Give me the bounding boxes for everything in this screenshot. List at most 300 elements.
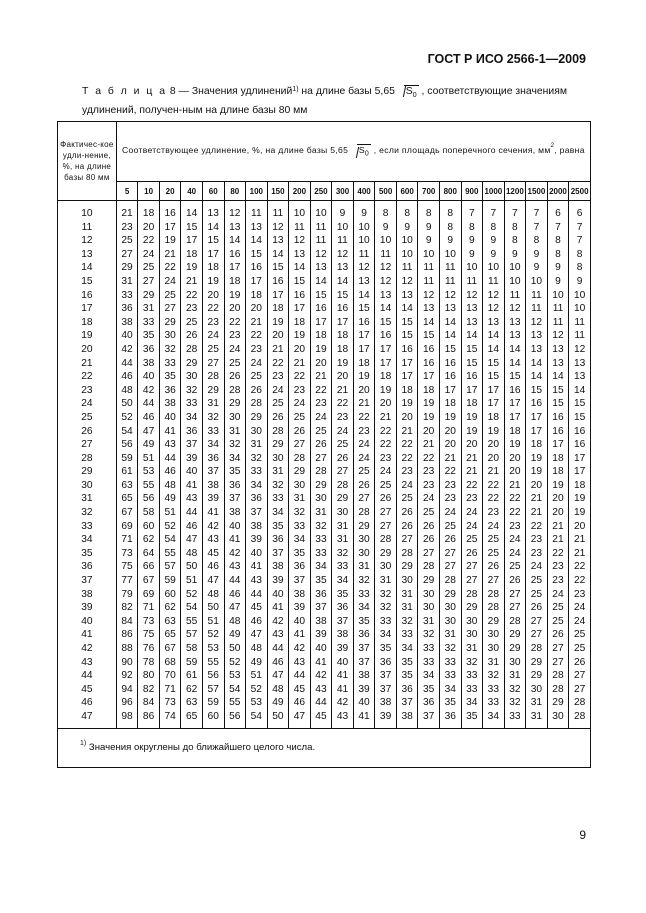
value-cell: 22 xyxy=(375,425,397,439)
value-cell: 14 xyxy=(181,201,203,221)
value-cell: 10 xyxy=(418,248,440,262)
value-cell: 19 xyxy=(159,234,181,248)
value-cell: 24 xyxy=(439,506,461,520)
value-cell: 26 xyxy=(569,656,591,670)
value-cell: 19 xyxy=(181,261,203,275)
value-cell: 35 xyxy=(375,642,397,656)
value-cell: 18 xyxy=(332,329,354,343)
value-cell: 25 xyxy=(181,316,203,330)
value-cell: 22 xyxy=(246,329,268,343)
value-cell: 25 xyxy=(483,533,505,547)
value-cell: 24 xyxy=(396,479,418,493)
value-cell: 7 xyxy=(461,201,483,221)
value-cell: 17 xyxy=(547,438,569,452)
actual-elongation-cell: 18 xyxy=(58,316,117,330)
value-cell: 25 xyxy=(224,357,246,371)
value-cell: 45 xyxy=(202,547,224,561)
value-cell: 31 xyxy=(202,397,224,411)
value-cell: 26 xyxy=(353,479,375,493)
value-cell: 71 xyxy=(159,683,181,697)
value-cell: 30 xyxy=(332,506,354,520)
value-cell: 29 xyxy=(310,479,332,493)
value-cell: 18 xyxy=(289,316,311,330)
value-cell: 20 xyxy=(224,302,246,316)
value-cell: 22 xyxy=(375,438,397,452)
value-cell: 9 xyxy=(526,248,548,262)
value-cell: 36 xyxy=(353,628,375,642)
value-cell: 27 xyxy=(439,547,461,561)
value-cell: 23 xyxy=(375,452,397,466)
value-cell: 11 xyxy=(439,261,461,275)
value-cell: 11 xyxy=(267,201,289,221)
value-cell: 98 xyxy=(116,710,138,728)
value-cell: 15 xyxy=(332,289,354,303)
value-cell: 26 xyxy=(439,533,461,547)
value-cell: 10 xyxy=(353,234,375,248)
value-cell: 37 xyxy=(396,696,418,710)
value-cell: 19 xyxy=(224,289,246,303)
value-cell: 43 xyxy=(332,710,354,728)
value-cell: 20 xyxy=(504,452,526,466)
value-cell: 36 xyxy=(289,560,311,574)
value-cell: 25 xyxy=(547,615,569,629)
value-cell: 32 xyxy=(310,520,332,534)
value-cell: 21 xyxy=(116,201,138,221)
value-cell: 24 xyxy=(375,465,397,479)
value-cell: 35 xyxy=(353,615,375,629)
value-cell: 34 xyxy=(418,669,440,683)
value-cell: 23 xyxy=(289,384,311,398)
value-cell: 39 xyxy=(181,452,203,466)
value-cell: 38 xyxy=(159,397,181,411)
value-cell: 37 xyxy=(310,601,332,615)
value-cell: 53 xyxy=(138,465,160,479)
value-cell: 32 xyxy=(332,547,354,561)
value-cell: 20 xyxy=(332,370,354,384)
caption-text-after: , соответствующие значениям удлинений, получен-ным на длине базы 80 мм xyxy=(82,86,567,117)
value-cell: 22 xyxy=(461,479,483,493)
value-cell: 14 xyxy=(267,248,289,262)
value-cell: 27 xyxy=(310,452,332,466)
value-cell: 33 xyxy=(418,656,440,670)
value-cell: 17 xyxy=(504,411,526,425)
value-cell: 44 xyxy=(116,357,138,371)
area-header-cell: 1500 xyxy=(526,182,548,201)
value-cell: 27 xyxy=(526,628,548,642)
value-cell: 7 xyxy=(526,221,548,235)
value-cell: 44 xyxy=(159,452,181,466)
value-cell: 6 xyxy=(547,201,569,221)
value-cell: 27 xyxy=(159,302,181,316)
value-cell: 35 xyxy=(138,329,160,343)
value-cell: 7 xyxy=(569,234,591,248)
value-cell: 15 xyxy=(396,329,418,343)
value-cell: 28 xyxy=(569,710,591,728)
value-cell: 18 xyxy=(202,261,224,275)
value-cell: 26 xyxy=(246,384,268,398)
value-cell: 15 xyxy=(547,397,569,411)
value-cell: 32 xyxy=(375,601,397,615)
value-cell: 13 xyxy=(526,343,548,357)
value-cell: 11 xyxy=(418,275,440,289)
value-cell: 26 xyxy=(181,329,203,343)
value-cell: 10 xyxy=(353,221,375,235)
value-cell: 28 xyxy=(461,588,483,602)
value-cell: 15 xyxy=(246,248,268,262)
value-cell: 40 xyxy=(267,588,289,602)
value-cell: 29 xyxy=(202,384,224,398)
value-cell: 30 xyxy=(267,452,289,466)
value-cell: 14 xyxy=(504,357,526,371)
table-row xyxy=(58,465,591,479)
value-cell: 27 xyxy=(375,506,397,520)
value-cell: 8 xyxy=(483,221,505,235)
value-cell: 20 xyxy=(547,506,569,520)
value-cell: 39 xyxy=(375,710,397,728)
value-cell: 35 xyxy=(396,669,418,683)
value-cell: 24 xyxy=(267,384,289,398)
value-cell: 26 xyxy=(547,628,569,642)
actual-elongation-cell: 46 xyxy=(58,696,117,710)
value-cell: 24 xyxy=(526,560,548,574)
title-radicand: S xyxy=(358,145,365,156)
table-row xyxy=(58,261,591,275)
value-cell: 23 xyxy=(526,533,548,547)
value-cell: 23 xyxy=(439,492,461,506)
value-cell: 23 xyxy=(569,588,591,602)
value-cell: 12 xyxy=(375,261,397,275)
value-cell: 16 xyxy=(569,425,591,439)
value-cell: 17 xyxy=(202,248,224,262)
value-cell: 44 xyxy=(246,588,268,602)
value-cell: 27 xyxy=(504,588,526,602)
value-cell: 43 xyxy=(181,492,203,506)
value-cell: 38 xyxy=(224,506,246,520)
value-cell: 49 xyxy=(159,492,181,506)
value-cell: 25 xyxy=(418,506,440,520)
value-cell: 17 xyxy=(353,329,375,343)
value-cell: 19 xyxy=(418,411,440,425)
value-cell: 42 xyxy=(224,547,246,561)
value-cell: 7 xyxy=(569,221,591,235)
value-cell: 41 xyxy=(181,479,203,493)
value-cell: 86 xyxy=(116,628,138,642)
value-cell: 33 xyxy=(310,533,332,547)
value-cell: 32 xyxy=(224,438,246,452)
value-cell: 30 xyxy=(289,479,311,493)
value-cell: 52 xyxy=(116,411,138,425)
table-row xyxy=(58,201,591,221)
value-cell: 28 xyxy=(181,343,203,357)
value-cell: 13 xyxy=(332,261,354,275)
value-cell: 35 xyxy=(267,520,289,534)
value-cell: 15 xyxy=(289,275,311,289)
value-cell: 21 xyxy=(353,397,375,411)
value-cell: 41 xyxy=(353,710,375,728)
actual-elongation-cell: 14 xyxy=(58,261,117,275)
value-cell: 45 xyxy=(310,710,332,728)
value-cell: 36 xyxy=(159,384,181,398)
value-cell: 33 xyxy=(461,683,483,697)
value-cell: 11 xyxy=(246,201,268,221)
value-cell: 59 xyxy=(202,696,224,710)
value-cell: 31 xyxy=(332,520,354,534)
value-cell: 17 xyxy=(332,316,354,330)
table-row xyxy=(58,628,591,642)
value-cell: 18 xyxy=(375,370,397,384)
value-cell: 13 xyxy=(202,201,224,221)
value-cell: 34 xyxy=(181,411,203,425)
value-cell: 54 xyxy=(181,601,203,615)
value-cell: 24 xyxy=(289,397,311,411)
value-cell: 14 xyxy=(375,302,397,316)
value-cell: 17 xyxy=(526,411,548,425)
value-cell: 40 xyxy=(310,642,332,656)
value-cell: 16 xyxy=(504,384,526,398)
actual-elongation-cell: 31 xyxy=(58,492,117,506)
value-cell: 20 xyxy=(396,411,418,425)
value-cell: 32 xyxy=(267,479,289,493)
value-cell: 7 xyxy=(483,201,505,221)
value-cell: 57 xyxy=(202,683,224,697)
value-cell: 42 xyxy=(310,669,332,683)
value-cell: 40 xyxy=(353,696,375,710)
value-cell: 54 xyxy=(224,683,246,697)
value-cell: 30 xyxy=(396,574,418,588)
value-cell: 8 xyxy=(439,221,461,235)
value-cell: 44 xyxy=(267,642,289,656)
value-cell: 21 xyxy=(483,465,505,479)
table-row xyxy=(58,696,591,710)
value-cell: 31 xyxy=(439,628,461,642)
table-row xyxy=(58,588,591,602)
value-cell: 9 xyxy=(332,201,354,221)
value-cell: 47 xyxy=(202,574,224,588)
value-cell: 39 xyxy=(310,628,332,642)
value-cell: 46 xyxy=(246,615,268,629)
value-cell: 33 xyxy=(116,289,138,303)
value-cell: 19 xyxy=(289,329,311,343)
title-before: Соответствующее удлинение, %, на длине базы 5,65 xyxy=(121,145,351,156)
value-cell: 41 xyxy=(310,656,332,670)
value-cell: 13 xyxy=(547,357,569,371)
value-cell: 56 xyxy=(224,710,246,728)
value-cell: 22 xyxy=(483,492,505,506)
value-cell: 36 xyxy=(396,683,418,697)
value-cell: 60 xyxy=(202,710,224,728)
value-cell: 9 xyxy=(396,221,418,235)
value-cell: 20 xyxy=(310,357,332,371)
actual-elongation-cell: 40 xyxy=(58,615,117,629)
value-cell: 17 xyxy=(569,452,591,466)
caption-prefix: Т а б л и ц а xyxy=(82,86,167,97)
value-cell: 27 xyxy=(332,465,354,479)
value-cell: 68 xyxy=(159,656,181,670)
value-cell: 32 xyxy=(246,452,268,466)
value-cell: 33 xyxy=(181,397,203,411)
value-cell: 25 xyxy=(569,628,591,642)
value-cell: 17 xyxy=(418,370,440,384)
value-cell: 73 xyxy=(116,547,138,561)
value-cell: 20 xyxy=(504,465,526,479)
value-cell: 15 xyxy=(461,357,483,371)
value-cell: 50 xyxy=(181,560,203,574)
value-cell: 31 xyxy=(353,560,375,574)
actual-elongation-cell: 21 xyxy=(58,357,117,371)
value-cell: 26 xyxy=(461,547,483,561)
value-cell: 19 xyxy=(375,384,397,398)
value-cell: 38 xyxy=(353,669,375,683)
value-cell: 23 xyxy=(396,465,418,479)
value-cell: 16 xyxy=(547,425,569,439)
value-cell: 28 xyxy=(375,533,397,547)
value-cell: 20 xyxy=(138,221,160,235)
value-cell: 6 xyxy=(569,201,591,221)
value-cell: 44 xyxy=(181,506,203,520)
value-cell: 22 xyxy=(569,574,591,588)
value-cell: 37 xyxy=(353,642,375,656)
value-cell: 31 xyxy=(116,275,138,289)
value-cell: 34 xyxy=(375,628,397,642)
value-cell: 41 xyxy=(267,601,289,615)
value-cell: 16 xyxy=(246,261,268,275)
value-cell: 11 xyxy=(439,275,461,289)
value-cell: 23 xyxy=(116,221,138,235)
value-cell: 10 xyxy=(504,261,526,275)
value-cell: 20 xyxy=(439,425,461,439)
value-cell: 31 xyxy=(246,438,268,452)
value-cell: 24 xyxy=(332,425,354,439)
value-cell: 46 xyxy=(181,520,203,534)
value-cell: 23 xyxy=(267,370,289,384)
value-cell: 11 xyxy=(547,302,569,316)
actual-elongation-cell: 19 xyxy=(58,329,117,343)
value-cell: 17 xyxy=(267,289,289,303)
value-cell: 9 xyxy=(569,275,591,289)
value-cell: 26 xyxy=(375,492,397,506)
value-cell: 47 xyxy=(224,601,246,615)
value-cell: 29 xyxy=(353,520,375,534)
value-cell: 22 xyxy=(353,411,375,425)
value-cell: 26 xyxy=(396,506,418,520)
value-cell: 16 xyxy=(310,302,332,316)
value-cell: 9 xyxy=(526,261,548,275)
value-cell: 10 xyxy=(569,302,591,316)
value-cell: 39 xyxy=(289,601,311,615)
value-cell: 12 xyxy=(224,201,246,221)
table-footnote xyxy=(58,728,591,767)
value-cell: 16 xyxy=(353,316,375,330)
value-cell: 39 xyxy=(332,642,354,656)
table-row xyxy=(58,520,591,534)
value-cell: 18 xyxy=(461,397,483,411)
value-cell: 19 xyxy=(396,397,418,411)
value-cell: 29 xyxy=(439,588,461,602)
value-cell: 33 xyxy=(310,547,332,561)
value-cell: 33 xyxy=(246,465,268,479)
value-cell: 23 xyxy=(418,479,440,493)
value-cell: 16 xyxy=(569,438,591,452)
table-row xyxy=(58,248,591,262)
value-cell: 47 xyxy=(289,710,311,728)
value-cell: 25 xyxy=(332,438,354,452)
value-cell: 34 xyxy=(396,642,418,656)
value-cell: 88 xyxy=(116,642,138,656)
value-cell: 41 xyxy=(289,628,311,642)
value-cell: 24 xyxy=(202,329,224,343)
value-cell: 43 xyxy=(267,628,289,642)
value-cell: 12 xyxy=(547,329,569,343)
value-cell: 10 xyxy=(439,248,461,262)
table-row xyxy=(58,397,591,411)
value-cell: 29 xyxy=(526,656,548,670)
value-cell: 10 xyxy=(332,221,354,235)
value-cell: 16 xyxy=(439,357,461,371)
value-cell: 36 xyxy=(116,302,138,316)
value-cell: 24 xyxy=(138,248,160,262)
value-cell: 13 xyxy=(504,316,526,330)
value-cell: 27 xyxy=(483,574,505,588)
value-cell: 71 xyxy=(116,533,138,547)
value-cell: 48 xyxy=(224,615,246,629)
value-cell: 14 xyxy=(439,316,461,330)
value-cell: 16 xyxy=(267,275,289,289)
value-cell: 34 xyxy=(461,696,483,710)
value-cell: 74 xyxy=(159,710,181,728)
value-cell: 30 xyxy=(353,547,375,561)
value-cell: 11 xyxy=(310,221,332,235)
value-cell: 31 xyxy=(289,492,311,506)
value-cell: 26 xyxy=(332,452,354,466)
value-cell: 9 xyxy=(483,248,505,262)
value-cell: 23 xyxy=(353,425,375,439)
value-cell: 13 xyxy=(504,329,526,343)
value-cell: 22 xyxy=(396,452,418,466)
value-cell: 30 xyxy=(461,615,483,629)
value-cell: 34 xyxy=(224,452,246,466)
table-row xyxy=(58,384,591,398)
value-cell: 18 xyxy=(138,201,160,221)
value-cell: 29 xyxy=(504,628,526,642)
value-cell: 52 xyxy=(202,628,224,642)
value-cell: 12 xyxy=(504,302,526,316)
value-cell: 37 xyxy=(353,656,375,670)
actual-elongation-cell: 24 xyxy=(58,397,117,411)
value-cell: 37 xyxy=(332,615,354,629)
value-cell: 18 xyxy=(418,384,440,398)
value-cell: 14 xyxy=(483,329,505,343)
value-cell: 63 xyxy=(116,479,138,493)
value-cell: 25 xyxy=(569,642,591,656)
value-cell: 21 xyxy=(181,275,203,289)
value-cell: 32 xyxy=(461,656,483,670)
value-cell: 33 xyxy=(375,615,397,629)
value-cell: 20 xyxy=(526,479,548,493)
value-cell: 24 xyxy=(547,588,569,602)
value-cell: 34 xyxy=(483,710,505,728)
value-cell: 16 xyxy=(418,343,440,357)
value-cell: 14 xyxy=(504,343,526,357)
value-cell: 33 xyxy=(332,560,354,574)
value-cell: 17 xyxy=(159,221,181,235)
value-cell: 12 xyxy=(526,316,548,330)
value-cell: 30 xyxy=(483,628,505,642)
area-header-cell: 200 xyxy=(289,182,311,201)
area-header-cell: 700 xyxy=(418,182,440,201)
value-cell: 58 xyxy=(138,506,160,520)
table-row xyxy=(58,343,591,357)
area-header-cell: 500 xyxy=(375,182,397,201)
